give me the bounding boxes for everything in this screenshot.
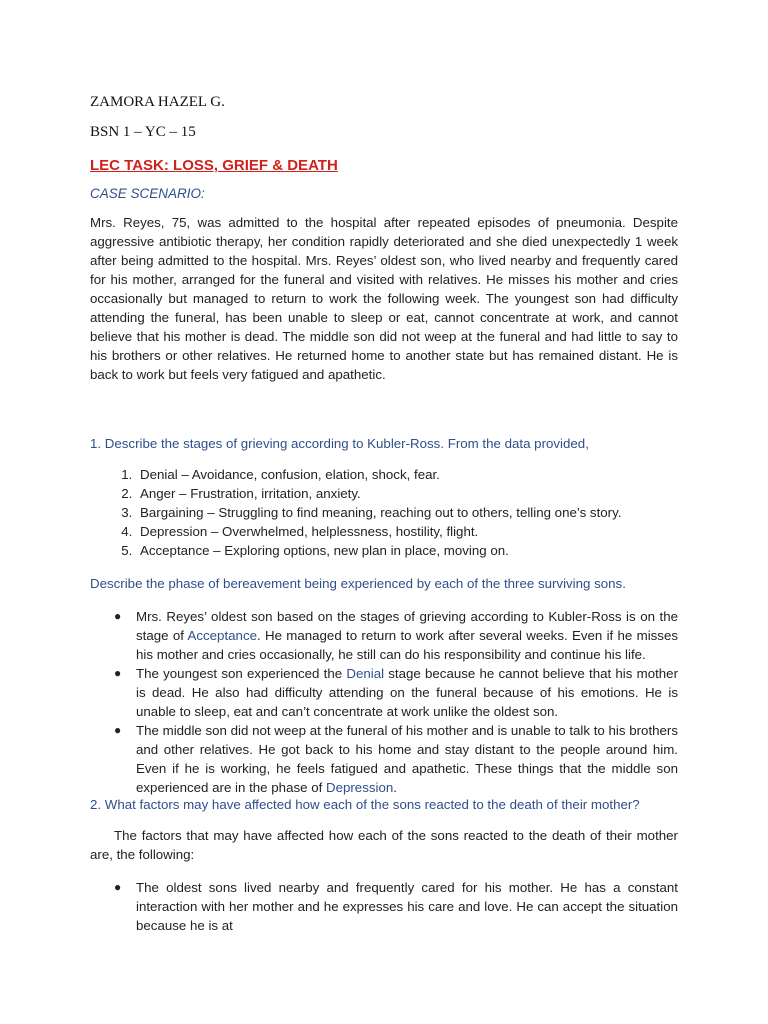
son-item-middle xyxy=(114,721,678,797)
son-item-youngest xyxy=(114,664,678,721)
stage-item: 2. Anger – Frustration, irritation, anxiety. xyxy=(136,484,678,503)
factor-text: The oldest sons lived nearby and frequently cared for his mother. He has a constant interaction with her mother and he expresses his care and love. He can accept the situation because he is at xyxy=(136,880,678,933)
son-text: The youngest son experienced the xyxy=(136,666,347,681)
question-1b: Describe the phase of bereavement being experienced by each of the three surviving sons. xyxy=(90,576,626,591)
phase-highlight: Depression xyxy=(325,780,394,795)
son-item-oldest xyxy=(114,607,678,664)
question-1: 1. Describe the stages of grieving according to Kubler-Ross. From the data provided, xyxy=(90,436,589,451)
bullet-icon: ● xyxy=(114,880,122,894)
student-name: ZAMORA HAZEL G. xyxy=(90,94,225,110)
factors-intro: The factors that may have affected how each of the sons reacted to the death of their mother are, the following: xyxy=(90,828,678,862)
son-text: The middle son did not weep at the funeral of his mother and is unable to talk to his brothers and other relatives. He got back to his home and stay distant to the people around him. Even if he is working, he feels fatigued and apathetic. These things that the middle son experienced are in the phase of xyxy=(136,723,678,795)
stage-item: 4. Depression – Overwhelmed, helplessness, hostility, flight. xyxy=(136,522,678,541)
son-text: . xyxy=(393,780,397,795)
son-text: . He managed to return to work after several weeks. Even if he misses his mother and cries occasionally, he still can do his responsibility and continue his life. xyxy=(136,628,678,662)
phase-highlight: Acceptance xyxy=(187,628,257,643)
factors-list xyxy=(90,878,678,935)
case-scenario-label: CASE SCENARIO: xyxy=(90,186,205,201)
case-scenario-text: Mrs. Reyes, 75, was admitted to the hospital after repeated episodes of pneumonia. Despite aggressive antibiotic therapy, her condition rapidly deteriorated and she died unexpectedly 1 week after being admitted to the hospital. Mrs. Reyes’ oldest son, who lived nearby and frequently cared for his mother, arranged for the funeral and visited with relatives. He misses his mother and cries occasionally but managed to return to work the following week. The youngest son had difficulty attending the funeral, has been unable to sleep or eat, cannot concentrate at work, and cannot believe that his mother is dead. The middle son did not weep at the funeral and had little to say to his brothers or other relatives. He returned home to another state but has remained distant. He is back to work but feels very fatigued and apathetic. xyxy=(90,215,678,382)
stage-item: 5. Acceptance – Exploring options, new plan in place, moving on. xyxy=(136,541,678,560)
phase-highlight: Denial xyxy=(346,666,385,681)
stage-item: 1. Denial – Avoidance, confusion, elation, shock, fear. xyxy=(136,465,678,484)
son-text: Mrs. Reyes’ oldest son based on the stages of grieving according to Kubler-Ross is on the stage of xyxy=(136,609,678,643)
grief-stages-list xyxy=(90,465,678,560)
document-content xyxy=(90,94,678,935)
factor-item xyxy=(114,878,678,935)
bullet-icon: ● xyxy=(114,666,122,680)
question-2: 2. What factors may have affected how each of the sons reacted to the death of their mother? xyxy=(90,797,640,812)
stage-item: 3. Bargaining – Struggling to find meaning, reaching out to others, telling one’s story. xyxy=(136,503,678,522)
course-section: BSN 1 – YC – 15 xyxy=(90,124,196,140)
task-title: LEC TASK: LOSS, GRIEF & DEATH xyxy=(90,157,338,174)
sons-phase-list xyxy=(90,607,678,797)
son-text: stage because he cannot believe that his mother is dead. He also had difficulty attending on the funeral because of his emotions. He is unable to sleep, eat and can’t concentrate at work unlike the oldest son. xyxy=(136,666,678,719)
bullet-icon: ● xyxy=(114,609,122,623)
bullet-icon: ● xyxy=(114,723,122,737)
